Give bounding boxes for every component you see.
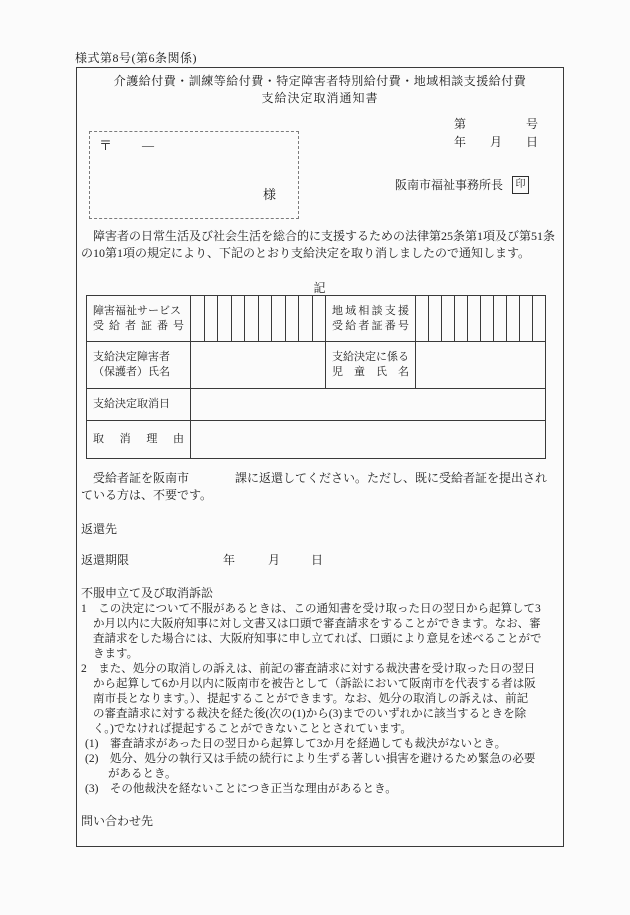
table-row-names [87, 341, 545, 388]
community-support-cert-label: 地域相談支援 受給者証番号 [325, 296, 415, 341]
return-notice-line2: ている方は、不要です。 [81, 488, 213, 502]
return-notice-paragraph [81, 470, 559, 504]
legal-line: 査請求をした場合には、大阪府知事に申し立てれば、口頭により意見を述べることがで [93, 633, 542, 645]
digit-cell[interactable] [467, 296, 480, 341]
document-title-line1: 介護給付費・訓練等給付費・特定障害者特別給付費・地域相談支援給付費 [113, 74, 527, 88]
legal-line: から起算して6か月以内に阪南市を被告として（訴訟において阪南市を代表する者は阪 [93, 678, 536, 690]
cancel-date-label: 支給決定取消日 [93, 398, 170, 410]
digit-cell[interactable] [271, 296, 285, 341]
appeal-legal-text [81, 602, 561, 797]
community-support-cert-cells [415, 296, 545, 341]
digit-cell[interactable] [428, 296, 441, 341]
date-year-label: 年 [454, 135, 467, 149]
document-number-row [454, 116, 538, 132]
deadline-year-label: 年 [223, 553, 236, 567]
addressee-honorific: 様 [262, 187, 276, 203]
document-number-prefix: 第 [454, 117, 467, 131]
return-to-label: 返還先 [81, 522, 118, 536]
ki-heading: 記 [313, 281, 327, 295]
recipient-name-label: 支給決定障害者 （保護者）氏名 [93, 351, 170, 378]
cancellation-table [86, 295, 546, 459]
appeal-heading: 不服申立て及び取消訴訟 [81, 586, 214, 600]
table-row-cancel-reason [87, 420, 545, 458]
intro-line2: の10第1項の規定により、下記のとおり支給決定を取り消しましたので通知します。 [81, 246, 531, 260]
document-frame [76, 67, 564, 847]
return-notice-line1: 受給者証を阪南市 課に返還してください。ただし、既に受給者証を提出され [81, 471, 548, 485]
digit-cell[interactable] [493, 296, 506, 341]
contact-label: 問い合わせ先 [81, 814, 154, 828]
digit-cell[interactable] [191, 296, 204, 341]
seal-stamp-icon: 印 [512, 176, 529, 194]
intro-line1: 障害者の日常生活及び社会生活を総合的に支援するための法律第25条第1項及び第51条 [81, 229, 556, 243]
digit-cell[interactable] [204, 296, 218, 341]
legal-subitem-line: (1) 審査請求があった日の翌日から起算して3か月を経過しても裁決がないとき。 [85, 738, 507, 750]
date-day-label: 日 [525, 135, 538, 149]
child-name-field[interactable] [415, 342, 545, 388]
digit-cell[interactable] [519, 296, 532, 341]
form-number-label: 様式第8号(第6条関係) [75, 51, 197, 65]
document-number-suffix: 号 [525, 117, 538, 131]
digit-cell[interactable] [312, 296, 326, 341]
deadline-month-label: 月 [268, 553, 281, 567]
legal-line: の審査請求に対する裁決を経た後(次の(1)から(3)までのいずれかに該当するときを除 [93, 708, 527, 720]
legal-line: く。)でなければ提起することができないこととされています。 [93, 723, 412, 735]
digit-cell[interactable] [506, 296, 519, 341]
cancel-date-field[interactable] [190, 389, 545, 420]
legal-line: 2 また、処分の取消しの訴えは、前記の審査請求に対する裁決書を受け取った日の翌日 [81, 663, 536, 675]
postal-code-separator: — [142, 138, 154, 152]
legal-line: きます。 [93, 648, 139, 660]
addressee-address-box[interactable] [89, 131, 299, 219]
digit-cell[interactable] [480, 296, 493, 341]
digit-cell[interactable] [441, 296, 454, 341]
legal-subitem-line: があるとき。 [108, 768, 177, 780]
table-row-cert-numbers [87, 296, 545, 341]
date-month-label: 月 [489, 135, 502, 149]
digit-cell[interactable] [285, 296, 299, 341]
intro-paragraph [81, 228, 559, 262]
document-date-row [454, 134, 538, 150]
legal-subitem-line: (2) 処分、処分の執行又は手続の続行により生ずる著しい損害を避けるため緊急の必要 [85, 753, 536, 765]
digit-cell[interactable] [231, 296, 245, 341]
deadline-day-label: 日 [311, 553, 324, 567]
service-cert-number-cells [190, 296, 325, 341]
digit-cell[interactable] [244, 296, 258, 341]
return-deadline-row [81, 552, 341, 568]
legal-line: 南市長となります。）、提起することができます。なお、処分の取消しの訴えは、前記 [93, 693, 529, 705]
legal-line: か月以内に大阪府知事に対し文書又は口頭で審査請求をすることができます。なお、審 [93, 618, 541, 630]
recipient-name-field[interactable] [190, 342, 325, 388]
digit-cell[interactable] [217, 296, 231, 341]
child-name-label: 支給決定に係る 児童氏名 [325, 342, 415, 388]
issuer-name: 阪南市福祉事務所長 [395, 177, 504, 192]
legal-line: 1 この決定について不服があるときは、この通知書を受け取った日の翌日から起算して3 [81, 603, 541, 615]
table-row-cancel-date [87, 388, 545, 420]
digit-cell[interactable] [258, 296, 272, 341]
digit-cell[interactable] [416, 296, 428, 341]
return-deadline-label: 返還期限 [81, 553, 130, 567]
digit-cell[interactable] [532, 296, 545, 341]
cancel-reason-field[interactable] [190, 421, 545, 458]
service-cert-number-label: 障害福祉サービス 受給者証番号 [93, 304, 184, 332]
digit-cell[interactable] [454, 296, 467, 341]
document-title-line2: 支給決定取消通知書 [261, 91, 379, 105]
postal-mark-icon: 〒 [99, 138, 113, 153]
legal-subitem-line: (3) その他裁決を経ないことにつき正当な理由があるとき。 [85, 783, 397, 795]
digit-cell[interactable] [298, 296, 312, 341]
cancel-reason-label: 取消理由 [93, 433, 184, 445]
issuer-row [395, 176, 529, 194]
